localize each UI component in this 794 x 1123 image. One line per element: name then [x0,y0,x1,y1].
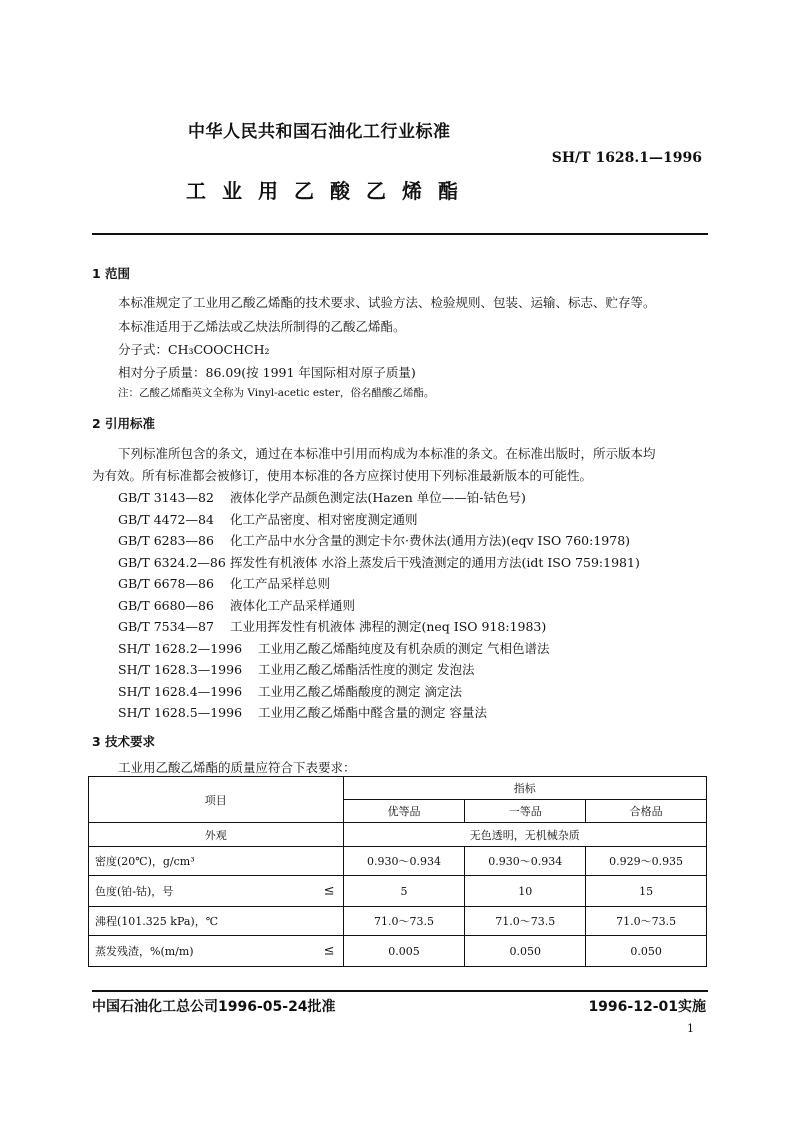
value-cell: 0.050 [465,936,586,967]
value-cell: 10 [465,876,586,907]
row-item: 外观 [89,823,344,847]
ref-title: 工业用挥发性有机液体 沸程的测定(neq ISO 918:1983) [230,619,547,634]
row-item [89,936,344,967]
value-cell: 15 [586,876,707,907]
table-header-item: 项目 [89,777,344,823]
value-cell: 0.005 [343,936,465,967]
row-item [89,907,344,936]
section-2-intro-line-2: 为有效。所有标准都会被修订，使用本标准的各方应探讨使用下列标准最新版本的可能性。 [92,468,593,483]
row-item [89,847,344,876]
ref-code: GB/T 3143—82 [118,490,214,505]
footer-rule [92,990,708,992]
section-1-para-2: 本标准适用于乙烯法或乙炔法所制得的乙酸乙烯酯。 [118,319,406,334]
document-title: 工业用乙酸乙烯酯 [186,179,474,203]
ref-title: 化工产品中水分含量的测定卡尔·费休法(通用方法)(eqv ISO 760:1978) [230,533,631,548]
value-cell: 0.930～0.934 [343,847,465,876]
ref-title: 液体化工产品采样通则 [230,598,356,613]
value-cell: 71.0～73.5 [586,907,707,936]
formula-value: CH₃COOCHCH₂ [168,342,270,357]
value-cell: 0.050 [586,936,707,967]
reference-item [118,660,474,678]
ref-code: GB/T 7534—87 [118,619,214,634]
ref-title: 工业用乙酸乙烯酯中醛含量的测定 容量法 [258,705,487,720]
header-rule [92,233,708,235]
ref-title: 挥发性有机液体 水浴上蒸发后干残渣测定的通用方法(idt ISO 759:1981) [230,555,640,570]
table-header-spec: 指标 [343,777,706,800]
reference-item [118,488,526,506]
ref-title: 工业用乙酸乙烯酯酸度的测定 滴定法 [258,684,462,699]
molecular-mass: 相对分子质量：86.09(按 1991 年国际相对原子质量) [118,365,416,380]
section-2-intro-line-1: 下列标准所包含的条文，通过在本标准中引用而构成为本标准的条文。在标准出版时，所示版本均 [118,446,656,461]
standard-number: SH/T 1628.1—1996 [551,150,702,166]
reference-item [118,703,487,721]
reference-item [118,639,549,657]
section-1-heading: 1 范围 [92,266,131,281]
reference-item [118,553,640,571]
grade-header: 合格品 [586,800,707,823]
value-cell: 71.0～73.5 [465,907,586,936]
ref-code: GB/T 4472—84 [118,512,214,527]
page-number: 1 [687,1022,694,1035]
reference-item [118,510,418,528]
ref-code: GB/T 6678—86 [118,576,214,591]
molecular-formula [118,340,270,358]
ref-title: 液体化学产品颜色测定法(Hazen 单位——铂-钴色号) [230,490,526,505]
section-3-intro: 工业用乙酸乙烯酯的质量应符合下表要求： [118,760,356,775]
row-item-label: 密度(20℃)，g/cm³ [95,855,195,868]
value-cell: 0.930～0.934 [465,847,586,876]
grade-header: 一等品 [465,800,586,823]
row-item [89,876,344,907]
ref-title: 工业用乙酸乙烯酯活性度的测定 发泡法 [258,662,475,677]
less-equal-sign: ≤ [323,943,335,959]
row-item-label: 沸程(101.325 kPa)，℃ [95,915,219,928]
ref-code: SH/T 1628.3—1996 [118,662,243,677]
ref-code: GB/T 6283—86 [118,533,214,548]
formula-label: 分子式： [118,342,169,357]
merged-value-cell: 无色透明，无机械杂质 [343,823,706,847]
effective-date: 1996-12-01实施 [588,999,706,1015]
section-3-heading: 3 技术要求 [92,734,156,749]
reference-item [118,682,462,700]
issuing-authority: 中华人民共和国石油化工行业标准 [188,122,451,142]
row-item-label: 色度(铂-钴)，号 [95,885,174,898]
section-2-heading: 2 引用标准 [92,416,156,431]
value-cell: 5 [343,876,465,907]
approval-line: 中国石油化工总公司1996-05-24批准 [92,999,336,1015]
ref-code: SH/T 1628.5—1996 [118,705,243,720]
ref-code: SH/T 1628.4—1996 [118,684,243,699]
ref-title: 工业用乙酸乙烯酯纯度及有机杂质的测定 气相色谱法 [258,641,550,656]
reference-item [118,617,546,635]
section-1-note: 注：乙酸乙烯酯英文全称为 Vinyl-acetic ester，俗名醋酸乙烯酯。 [118,387,435,399]
quality-spec-table [88,776,707,967]
reference-item [118,531,630,549]
ref-title: 化工产品密度、相对密度测定通则 [230,512,418,527]
ref-title: 化工产品采样总则 [230,576,331,591]
value-cell: 0.929～0.935 [586,847,707,876]
ref-code: GB/T 6324.2—86 [118,555,226,570]
reference-item [118,574,330,592]
row-item-label: 蒸发残渣，%(m/m) [95,945,194,958]
less-equal-sign: ≤ [323,883,335,899]
section-1-para-1: 本标准规定了工业用乙酸乙烯酯的技术要求、试验方法、检验规则、包装、运输、标志、贮存等。 [118,295,656,310]
ref-code: GB/T 6680—86 [118,598,214,613]
ref-code: SH/T 1628.2—1996 [118,641,243,656]
grade-header: 优等品 [343,800,465,823]
reference-item [118,596,355,614]
value-cell: 71.0～73.5 [343,907,465,936]
